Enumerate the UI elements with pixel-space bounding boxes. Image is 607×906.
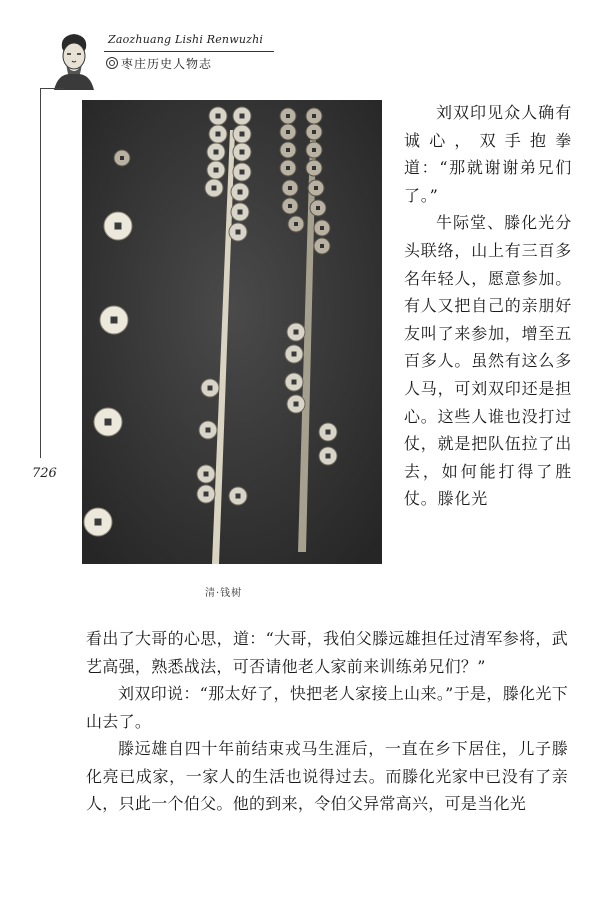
coin-tree-photo <box>82 100 382 564</box>
side-column-text <box>404 99 572 513</box>
header-rule <box>104 51 274 52</box>
scholar-portrait-icon <box>50 28 98 90</box>
margin-rule-top <box>40 88 64 89</box>
paragraph: 看出了大哥的心思，道：“大哥，我伯父滕远雄担任过清军参将，武艺高强，熟悉战法，可否请他老人家前来训练弟兄们？” <box>86 629 568 676</box>
paragraph: 滕远雄自四十年前结束戎马生涯后，一直在乡下居住，儿子滕化亮已成家，一家人的生活也说得过去。而滕化光家中已没有了亲人，只此一个伯父。他的到来，令伯父异常高兴，可是当化光 <box>86 739 568 813</box>
series-title-latin: Zaozhuang Lishi Renwuzhi <box>108 33 264 46</box>
paragraph: 牛际堂、滕化光分头联络，山上有三百多名年轻人，愿意参加。有人又把自己的亲朋好友叫了来参加，增至五百多人。虽然有这么多人马，可刘双印还是担心。这些人谁也没打过仗，就是把队伍拉了出去，如何能打得了胜仗。滕化光 <box>404 213 573 509</box>
series-title-chinese-text: 枣庄历史人物志 <box>121 57 213 71</box>
series-mark-icon <box>106 57 118 69</box>
full-width-text <box>86 625 568 818</box>
series-title-chinese <box>106 55 212 72</box>
page-number: 726 <box>32 466 57 481</box>
paragraph: 刘双印见众人确有诚心，双手抱拳道：“那就谢谢弟兄们了。” <box>404 103 572 205</box>
figure-caption: 清·钱树 <box>205 588 243 599</box>
paragraph: 刘双印说：“那太好了，快把老人家接上山来。”于是，滕化光下山去了。 <box>86 684 568 731</box>
coin-tree-illustration <box>82 100 382 564</box>
margin-rule <box>40 88 41 458</box>
